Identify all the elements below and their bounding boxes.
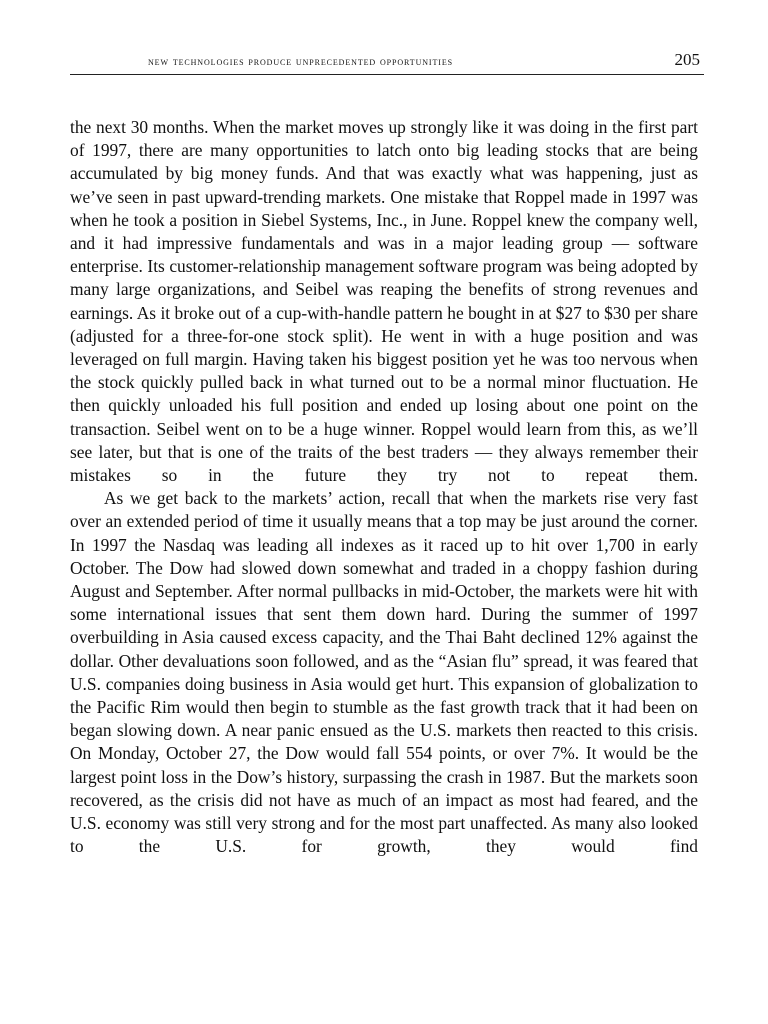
body-text bbox=[70, 116, 698, 859]
page-number: 205 bbox=[674, 50, 700, 69]
running-title: new technologies produce unprecedented opportunities bbox=[148, 54, 453, 68]
paragraph: As we get back to the markets’ action, recall that when the markets rise very fast over an extended period of time it usually means that a top may be just around the corner. In 1997 the Nasdaq was leading all indexes as it raced up to hit over 1,700 in early October. The Dow had slowed down somewhat and traded in a choppy fashion during August and September. After normal pullbacks in mid-October, the markets were hit with some international issues that sent them down hard. During the summer of 1997 overbuilding in Asia caused excess capacity, and the Thai Baht declined 12% against the dollar. Other devaluations soon followed, and as the “Asian flu” spread, it was feared that U.S. companies doing business in Asia would get hurt. This expansion of globalization to the Pacific Rim would then begin to stumble as the fast growth track that it had been on began slowing down. A near panic ensued as the U.S. markets then reacted to this crisis. On Monday, October 27, the Dow would fall 554 points, or over 7%. It would be the largest point loss in the Dow’s history, surpassing the crash in 1987. But the markets soon recovered, as the crisis did not have as much of an impact as most had feared, and the U.S. economy was still very strong and for the most part unaffected. As many also looked to the U.S. for growth, they would find bbox=[70, 488, 698, 857]
running-header bbox=[70, 48, 704, 75]
paragraph: the next 30 months. When the market moves up strongly like it was doing in the first part of 1997, there are many opportunities to latch onto big leading stocks that are being accumulated by big money funds. And that was exactly what was happening, just as we’ve seen in past upward-trending markets. One mistake that Roppel made in 1997 was when he took a position in Siebel Systems, Inc., in June. Roppel knew the company well, and it had impressive fundamentals and was in a major leading group — software enterprise. Its customer-relationship management software program was being adopted by many large organizations, and Seibel was reaping the benefits of strong revenues and earnings. As it broke out of a cup-with-handle pattern he bought in at $27 to $30 per share (adjusted for a three-for-one stock split). He went in with a huge position and was leveraged on full margin. Having taken his biggest position yet he was too nervous when the stock quickly pulled back in what turned out to be a normal minor fluctuation. He then quickly unloaded his full position and ended up losing about one point on the transaction. Seibel went on to be a huge winner. Roppel would learn from this, as we’ll see later, but that is one of the traits of the best traders — they always remember their mistakes so in the future they try not to repeat them. bbox=[70, 117, 698, 486]
